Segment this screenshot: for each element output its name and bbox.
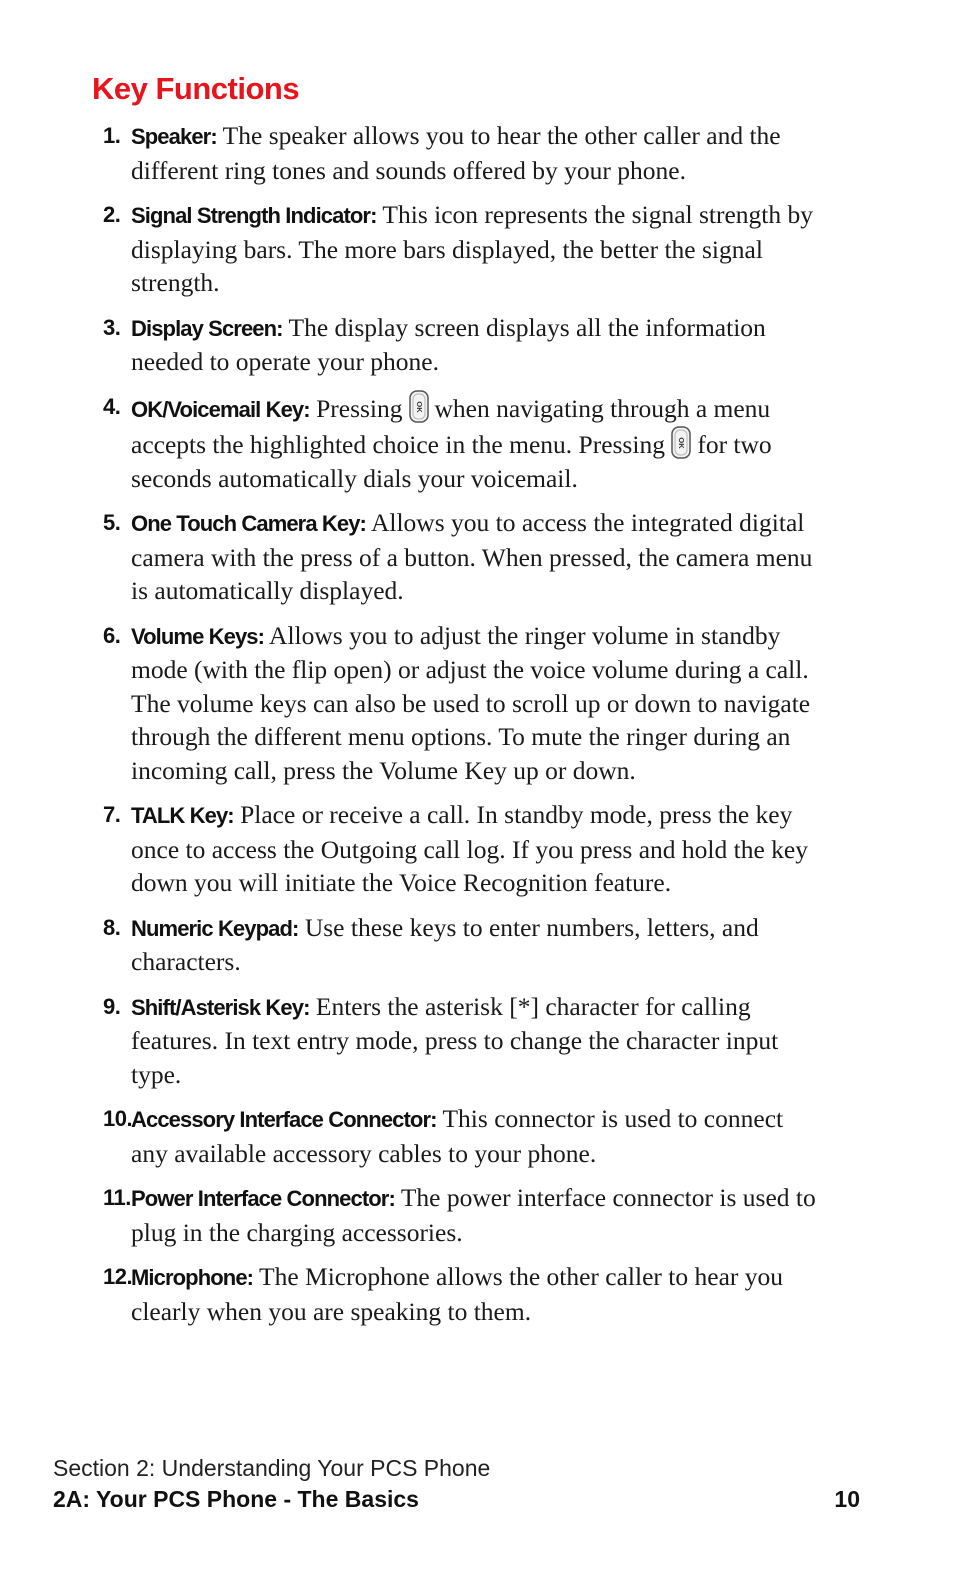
footer-chapter-title: 2A: Your PCS Phone - The Basics (53, 1486, 419, 1512)
item-number: 11. (103, 1185, 131, 1210)
list-item-accessory-connector (0, 1102, 821, 1170)
list-item-volume-keys (0, 619, 821, 788)
item-term: Signal Strength Indicator: (131, 203, 377, 228)
list-item-numeric-keypad (0, 911, 821, 979)
item-number: 10. (103, 1106, 133, 1131)
item-number: 2. (103, 202, 121, 227)
ok-key-icon-label: OK (677, 437, 687, 449)
page-number: 10 (834, 1486, 860, 1512)
item-term: TALK Key: (131, 803, 234, 828)
item-number: 12. (103, 1264, 133, 1289)
item-description: The Microphone allows the other caller to hear you clearly when you are speaking to them. (131, 1262, 783, 1326)
item-term: Numeric Keypad: (131, 915, 299, 941)
footer-section-title: Section 2: Understanding Your PCS Phone (53, 1455, 491, 1481)
item-term: Power Interface Connector: (131, 1186, 395, 1211)
item-description-part-3: for two seconds automatically dials your voicemail. (131, 430, 772, 493)
key-functions-list (0, 119, 954, 1339)
item-description: Use these keys to enter numbers, letters, and characters. (131, 912, 759, 976)
item-description: This icon represents the signal strength by displaying bars. The more bars displayed, the better the signal strength. (131, 200, 813, 297)
item-description: Allows you to adjust the ringer volume in standby mode (with the flip open) or adjust the voice volume during a call. The volume keys can also be used to scroll up or down to navigate through the different menu options. To mute the ringer during an incoming call, press the Volume Key up or down. (131, 620, 811, 785)
item-description: The speaker allows you to hear the other caller and the different ring tones and sounds offered by your phone. (131, 121, 781, 185)
item-number: 1. (103, 123, 121, 148)
list-item-shift-asterisk-key (0, 990, 821, 1092)
item-number: 6. (103, 622, 121, 648)
list-item-camera-key (0, 506, 821, 608)
item-description: Allows you to access the integrated digital camera with the press of a button. When pressed, the camera menu is automatically displayed. (131, 508, 813, 605)
item-number: 9. (103, 993, 121, 1019)
item-description: The power interface connector is used to plug in the charging accessories. (131, 1183, 816, 1247)
ok-key-icon (671, 426, 691, 459)
item-term: OK/Voicemail Key: (131, 396, 310, 422)
ok-key-icon (409, 390, 429, 423)
item-description: Enters the asterisk [*] character for calling features. In text entry mode, press to change the character input type. (131, 991, 779, 1089)
item-number: 5. (103, 510, 121, 535)
item-number: 4. (103, 393, 121, 419)
list-item-ok-voicemail-key (0, 390, 821, 496)
list-item-power-connector (0, 1181, 821, 1249)
item-term: Volume Keys: (131, 623, 265, 649)
list-item-signal-strength (0, 198, 821, 300)
item-number: 3. (103, 314, 121, 340)
item-number: 7. (103, 802, 121, 827)
ok-key-icon-label: OK (414, 400, 424, 413)
item-term: Microphone: (131, 1265, 254, 1290)
list-item-display-screen (0, 311, 821, 379)
item-description: The display screen displays all the information needed to operate your phone. (131, 312, 766, 376)
list-item-speaker (0, 119, 821, 187)
item-term: Speaker: (131, 124, 217, 149)
item-number: 8. (103, 914, 121, 940)
item-term: Display Screen: (131, 315, 283, 341)
item-term: One Touch Camera Key: (131, 511, 366, 536)
list-item-microphone (0, 1260, 821, 1328)
item-description-part-1: Pressing (316, 393, 403, 423)
item-term: Accessory Interface Connector: (131, 1107, 437, 1132)
list-item-talk-key (0, 798, 821, 900)
item-description-part-2: when navigating through a menu accepts the highlighted choice in the menu. Pressing (131, 393, 771, 459)
section-heading: Key Functions (92, 71, 300, 106)
item-description: This connector is used to connect any available accessory cables to your phone. (131, 1104, 784, 1168)
item-description: Place or receive a call. In standby mode, press the key once to access the Outgoing call log. If you press and hold the key down you will initiate the Voice Recognition feature. (131, 800, 808, 897)
item-term: Shift/Asterisk Key: (131, 994, 310, 1020)
